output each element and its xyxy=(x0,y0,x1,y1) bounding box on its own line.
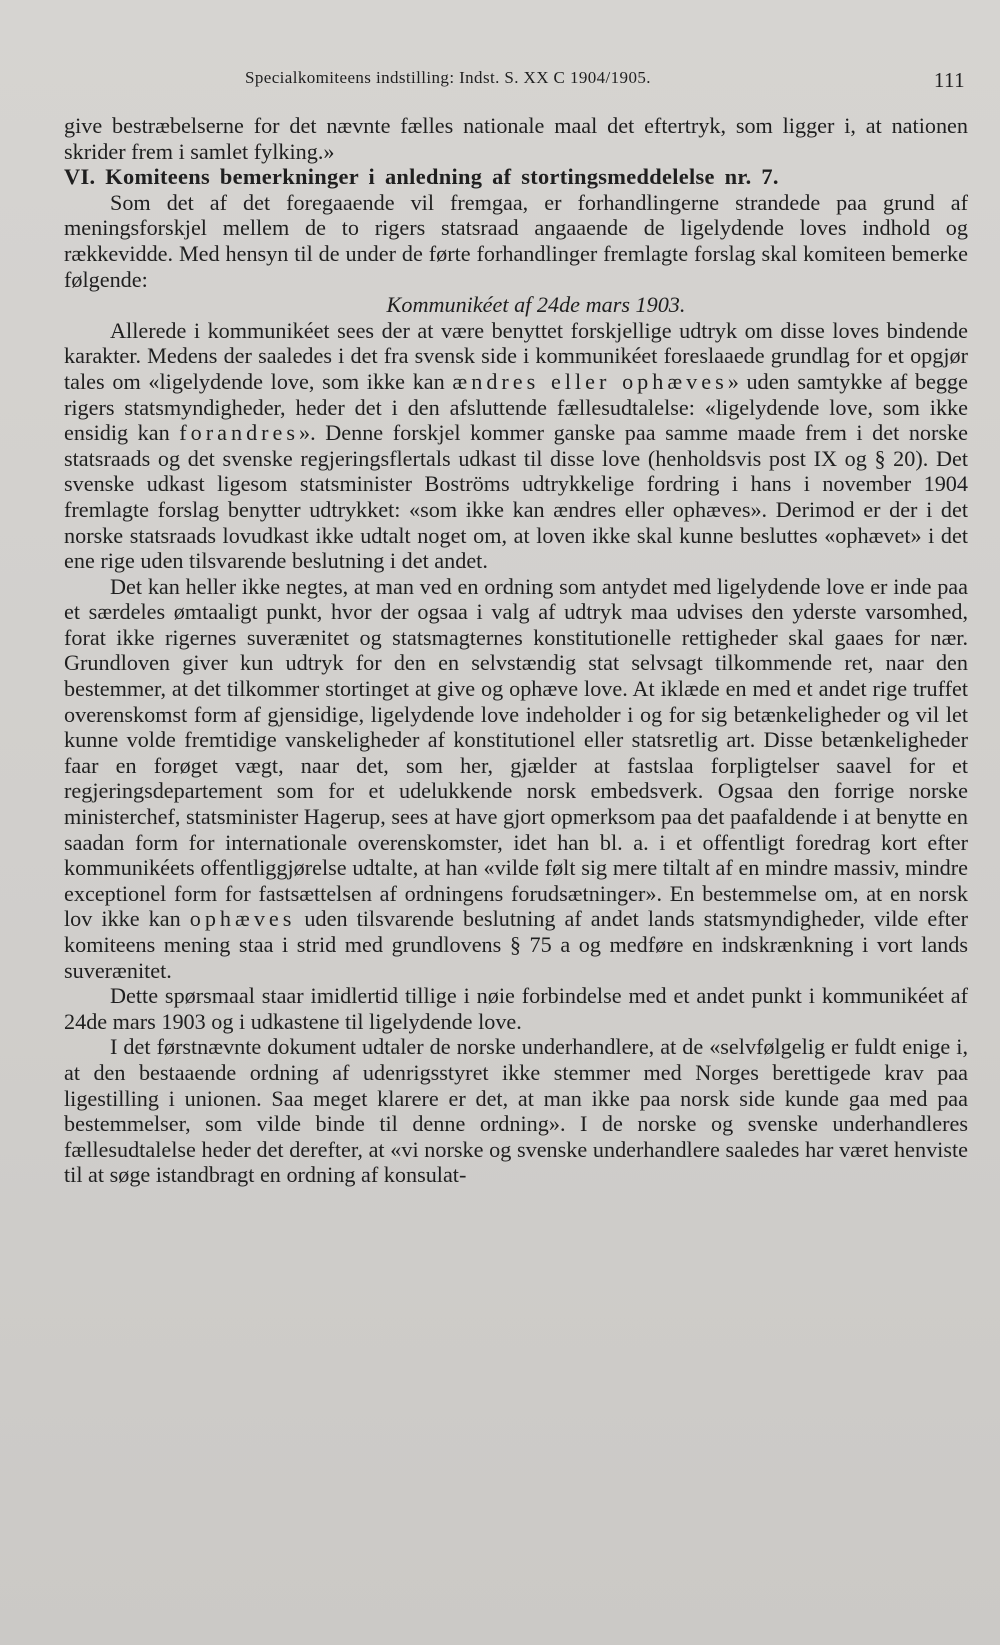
spaced-emphasis: forandres xyxy=(179,420,300,446)
paragraph-2-text-c: ». Denne forskjel kommer ganske paa samme maade frem i det norske statsraads og det svenske regjeringsflertals udkast til disse love (henholdsvis post IX og § 20). Det svenske udkast ligesom statsminister Boströms udtrykkelige fordring i hans i november 1904 fremlagte forslag benytter udtrykket: «som ikke kan ændres eller ophæves». Derimod er der i det norske statsraads lovudkast ikke udtalt noget om, at loven ikke skal kunne besluttes «ophævet» i det ene rige uden tilsvarende beslutning i det andet. xyxy=(64,420,968,574)
subheading: Kommunikéet af 24de mars 1903. xyxy=(386,292,686,318)
page-number: 111 xyxy=(933,68,965,92)
spaced-emphasis: ændres eller ophæves xyxy=(452,368,728,394)
intro-paragraph: give bestræbelserne for det nævnte fælles nationale maal det eftertryk, som ligger i, at nationen skrider frem i samlet fylking.» xyxy=(64,113,968,164)
paragraph-3 xyxy=(64,574,968,984)
paragraph-4: Dette spørsmaal staar imidlertid tillige i nøie forbindelse med et andet punkt i kommunikéet af 24de mars 1903 og i udkastene til ligelydende love. xyxy=(64,983,968,1034)
page-header xyxy=(245,64,965,94)
paragraph-3-text-b: uden tilsvarende beslutning af andet lands statsmyndigheder, vilde efter komiteens mening staa i strid med grundlovens § 75 a og medføre en indskrænkning i vort lands suverænitet. xyxy=(64,906,968,983)
running-title: Specialkomiteens indstilling: Indst. S. XX C 1904/1905. xyxy=(245,68,651,87)
paragraph-2-text-b: » uden samtykke af begge rigers statsmyndigheder, heder det i den afsluttende fællesudtalelse: «ligelydende love, som ikke ensidig kan xyxy=(64,368,968,446)
paragraph-2-text-a: Allerede i kommunikéet sees der at være benyttet forskjellige udtryk om disse loves bindende karakter. Medens der saaledes i det fra svensk side i kommunikéet foreslaaede grundlag for et opgjør tales om «ligelydende love, som ikke kan xyxy=(64,317,968,394)
paragraph-2 xyxy=(64,318,968,574)
section-heading: VI. Komiteens bemerkninger i anledning af stortingsmeddelelse nr. 7. xyxy=(64,164,779,190)
paragraph-3-text-a: Det kan heller ikke negtes, at man ved en ordning som antydet med ligelydende love er inde paa et særdeles ømtaaligt punkt, hvor der ogsaa i valg af udtryk maa udvises den yderste varsomhed, forat ikke rigernes suverænitet og statsmagternes konstitutionelle rettigheder skal gaaes for nær. Grundloven giver kun udtryk for den en selvstændig stat selvsagt tilkommende ret, naar den bestemmer, at det tilkommer stortinget at give og ophæve love. At iklæde en med et andet rige truffet overenskomst form af gjensidige, ligelydende love indeholder i og for sig betænkeligheder og vil let kunne volde fremtidige vanskeligheder af konstitutionel eller statsretlig art. Disse betænkeligheder faar en forøget vægt, naar det, som her, gjælder at fastslaa forpligtelser saavel for et regjeringsdepartement som for et udelukkende norsk embedsverk. Ogsaa den forrige norske ministerchef, statsminister Hagerup, sees at have gjort opmerksom paa det paafaldende i at benytte en saadan form for internationale overenskomster, idet han bl. a. i et offentligt foredrag kort efter kommunikéets offentliggjørelse udtalte, at han «vilde følt sig mere tiltalt af en mindre massiv, mindre exceptionel form for fastsættelsen af ordningens forudsætninger». En bestemmelse om, at en norsk lov ikke kan xyxy=(64,573,968,932)
paragraph-5: I det førstnævnte dokument udtaler de norske underhandlere, at de «selvfølgelig er fuldt enige i, at den bestaaende ordning af udenrigsstyret ikke stemmer med Norges berettigede krav paa ligestilling i unionen. Saa meget klarere er det, at man ikke paa norsk side kunde gaa med paa bestemmelser, som vilde binde til denne ordning». I de norske og svenske underhandleres fællesudtalelse heder det derefter, at «vi norske og svenske underhandlere saaledes har været henviste til at søge istandbragt en ordning af konsulat- xyxy=(64,1034,968,1188)
spaced-emphasis: ophæves xyxy=(189,906,296,932)
document-body xyxy=(64,113,968,1188)
paragraph-1: Som det af det foregaaende vil fremgaa, er forhandlingerne strandede paa grund af meningsforskjel mellem de to rigers statsraad angaaende de ligelydende loves indhold og rækkevidde. Med hensyn til de under de førte forhandlinger fremlagte forslag skal komiteen bemerke følgende: xyxy=(64,189,968,292)
